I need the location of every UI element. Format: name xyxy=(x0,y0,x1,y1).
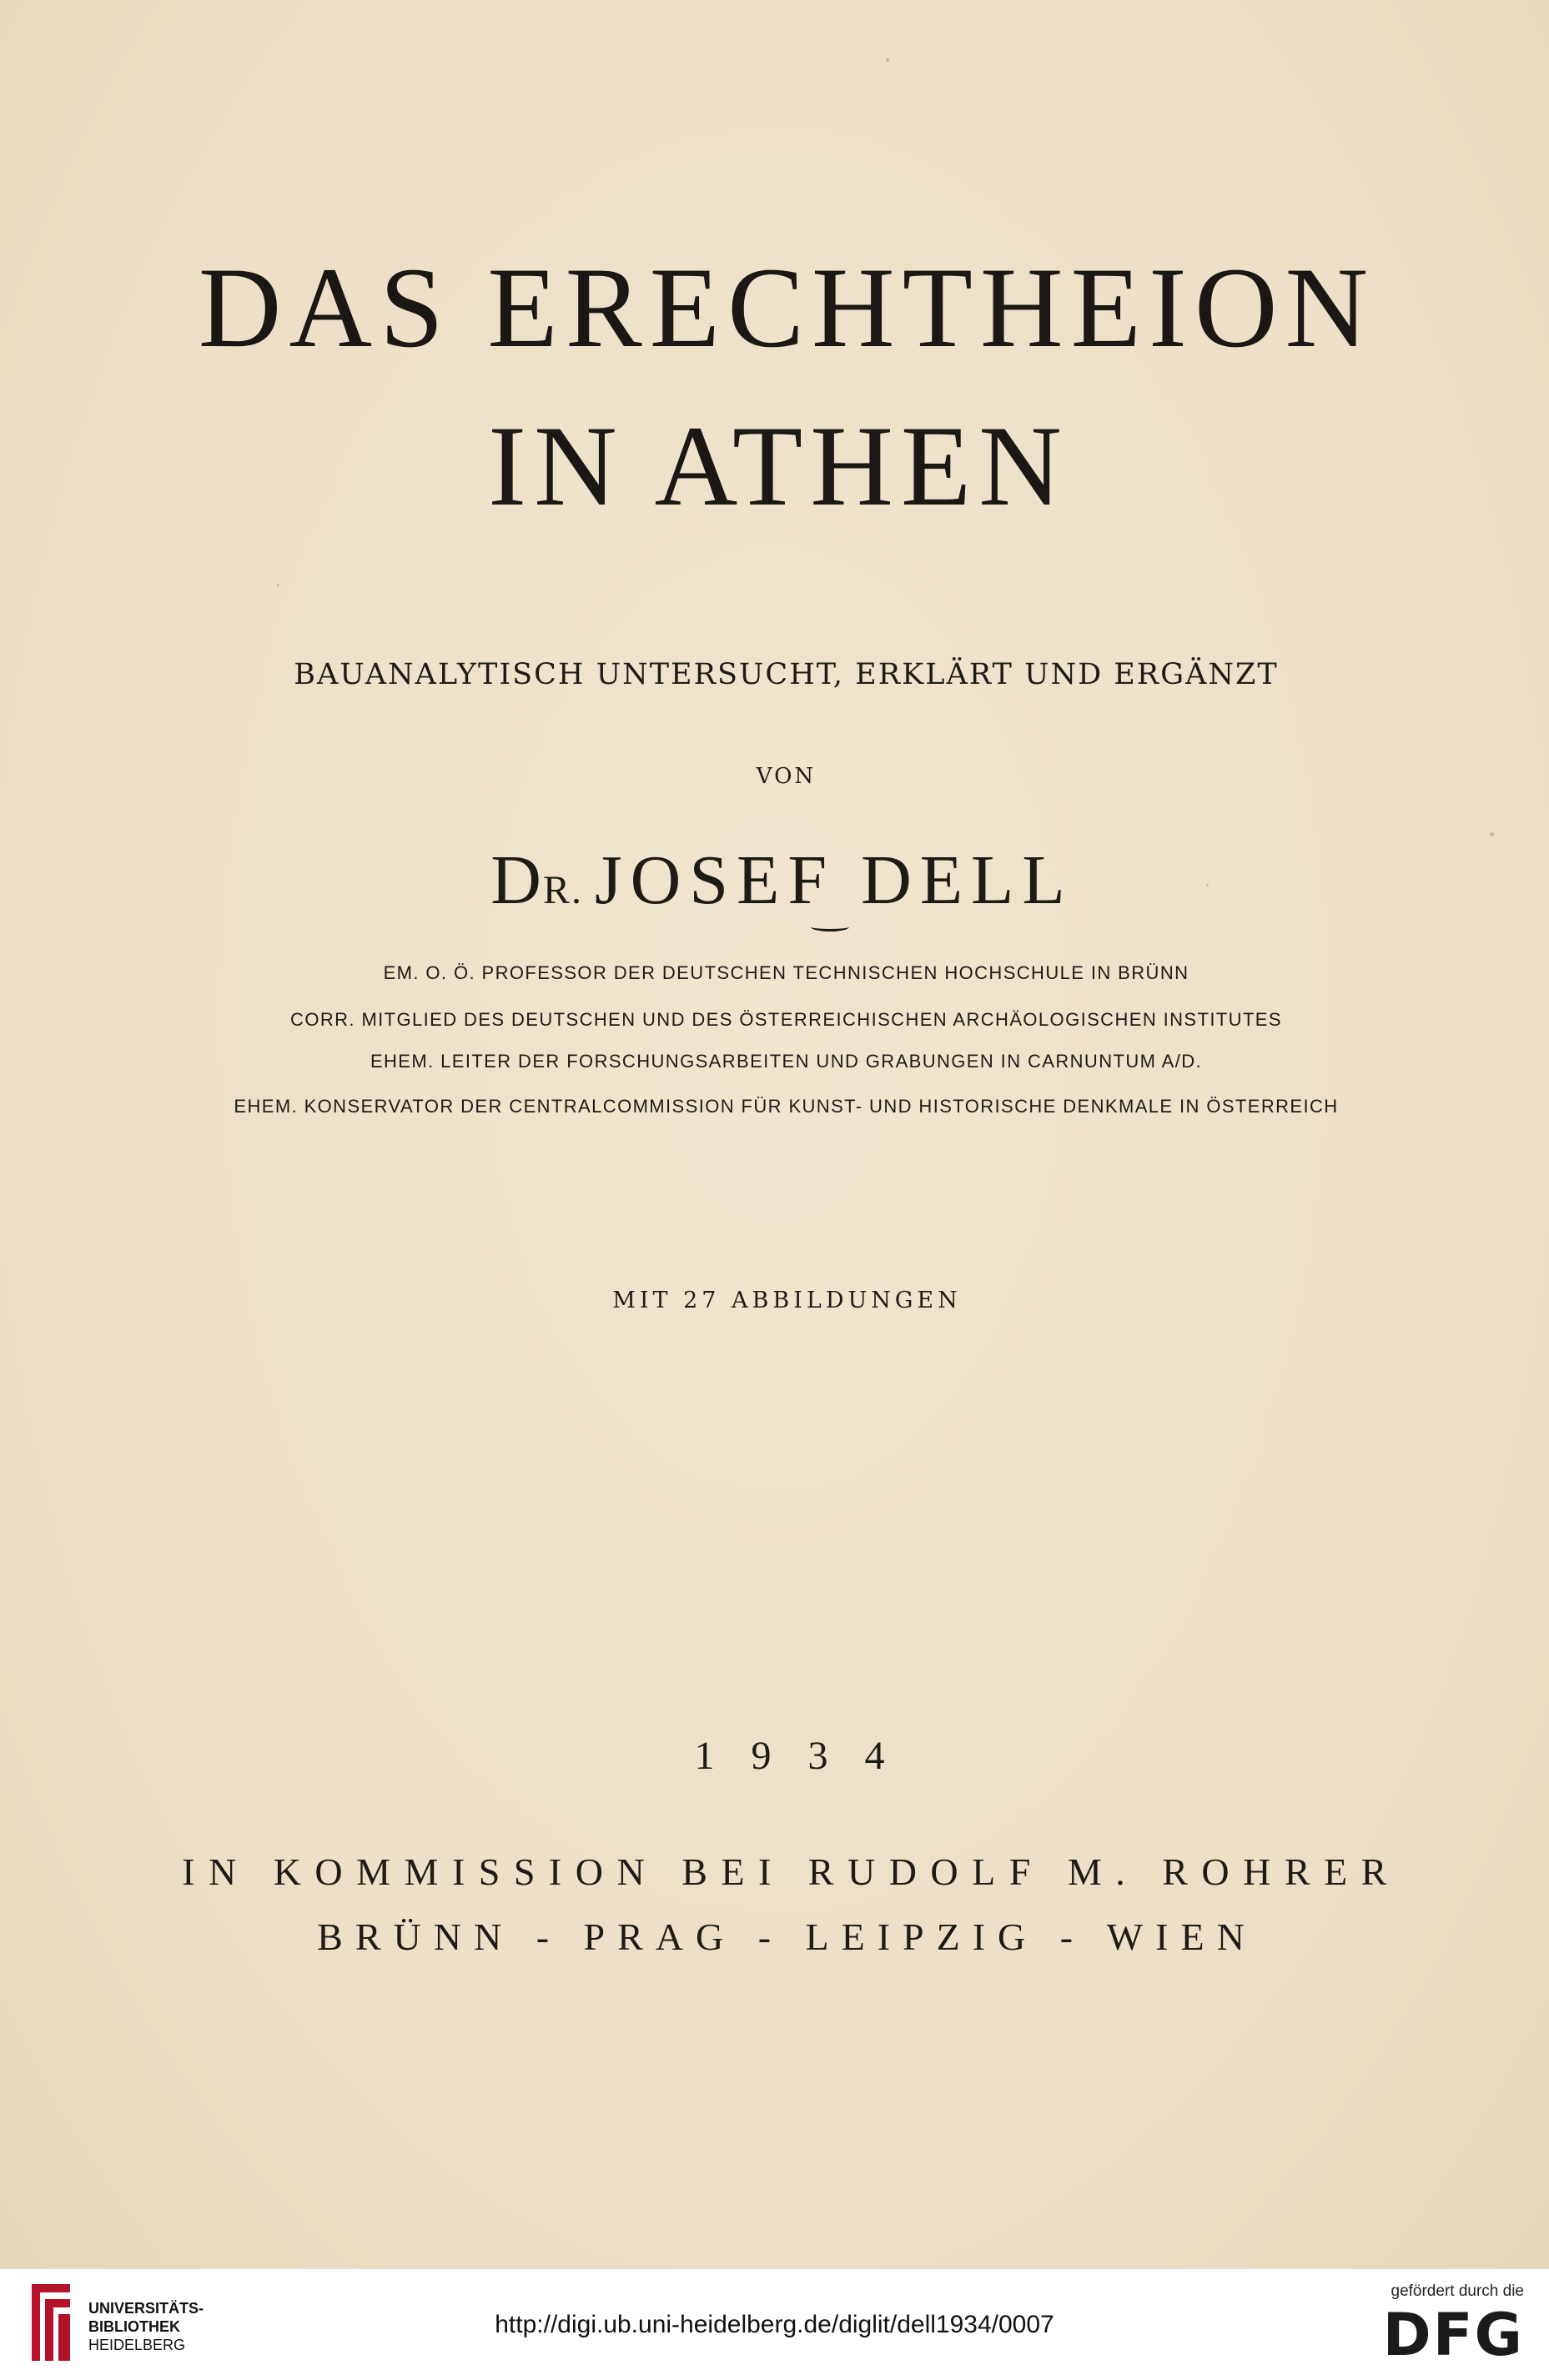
library-name-line-2: BIBLIOTHEK xyxy=(88,2318,180,2335)
publication-cities: BRÜNN - PRAG - LEIPZIG - WIEN xyxy=(317,1916,1257,1958)
author-credential-2: CORR. MITGLIED DES DEUTSCHEN UND DES ÖSTERREICHISCHEN ARCHÄOLOGISCHEN INSTITUTES xyxy=(290,1009,1282,1030)
author-name xyxy=(0,841,1549,919)
library-name-line-1: UNIVERSITÄTS- xyxy=(88,2300,204,2317)
author-prefix-small: R. xyxy=(542,868,583,912)
paper-speck xyxy=(1490,832,1494,836)
author-credential-4: EHEM. KONSERVATOR DER CENTRALCOMMISSION FÜR KUNST- UND HISTORISCHE DENKMALE IN ÖSTERREICH xyxy=(234,1096,1339,1117)
dfg-logo-icon: DFG xyxy=(1382,2301,1524,2369)
breve-mark xyxy=(811,922,849,931)
publication-year: 1934 xyxy=(694,1734,922,1778)
paper-speck xyxy=(277,584,279,586)
author-credential-1: EM. O. Ö. PROFESSOR DER DEUTSCHEN TECHNISCHEN HOCHSCHULE IN BRÜNN xyxy=(383,962,1189,983)
book-title-line-2: IN ATHEN xyxy=(488,402,1069,530)
paper-speck xyxy=(886,58,889,62)
book-title-line-1: DAS ERECHTHEION xyxy=(198,244,1376,371)
by-label: VON xyxy=(756,764,817,789)
paper-speck xyxy=(1206,884,1209,886)
funded-by-label: gefördert durch die xyxy=(1391,2282,1524,2300)
author-fullname: JOSEF DELL xyxy=(594,841,1074,919)
publisher-line: IN KOMMISSION BEI RUDOLF M. ROHRER xyxy=(182,1850,1401,1893)
library-name-line-3: HEIDELBERG xyxy=(88,2337,186,2353)
author-prefix-big: D xyxy=(490,841,543,919)
illustrations-note: MIT 27 ABBILDUNGEN xyxy=(612,1288,962,1313)
permalink-url[interactable]: http://digi.ub.uni-heidelberg.de/diglit/dell1934/0007 xyxy=(495,2311,1054,2338)
author-credential-3: EHEM. LEITER DER FORSCHUNGSARBEITEN UND GRABUNGEN IN CARNUNTUM A/D. xyxy=(370,1051,1203,1072)
book-subtitle: BAUANALYTISCH UNTERSUCHT, ERKLÄRT UND ERGÄNZT xyxy=(294,658,1279,691)
digitization-footer xyxy=(0,2268,1549,2380)
